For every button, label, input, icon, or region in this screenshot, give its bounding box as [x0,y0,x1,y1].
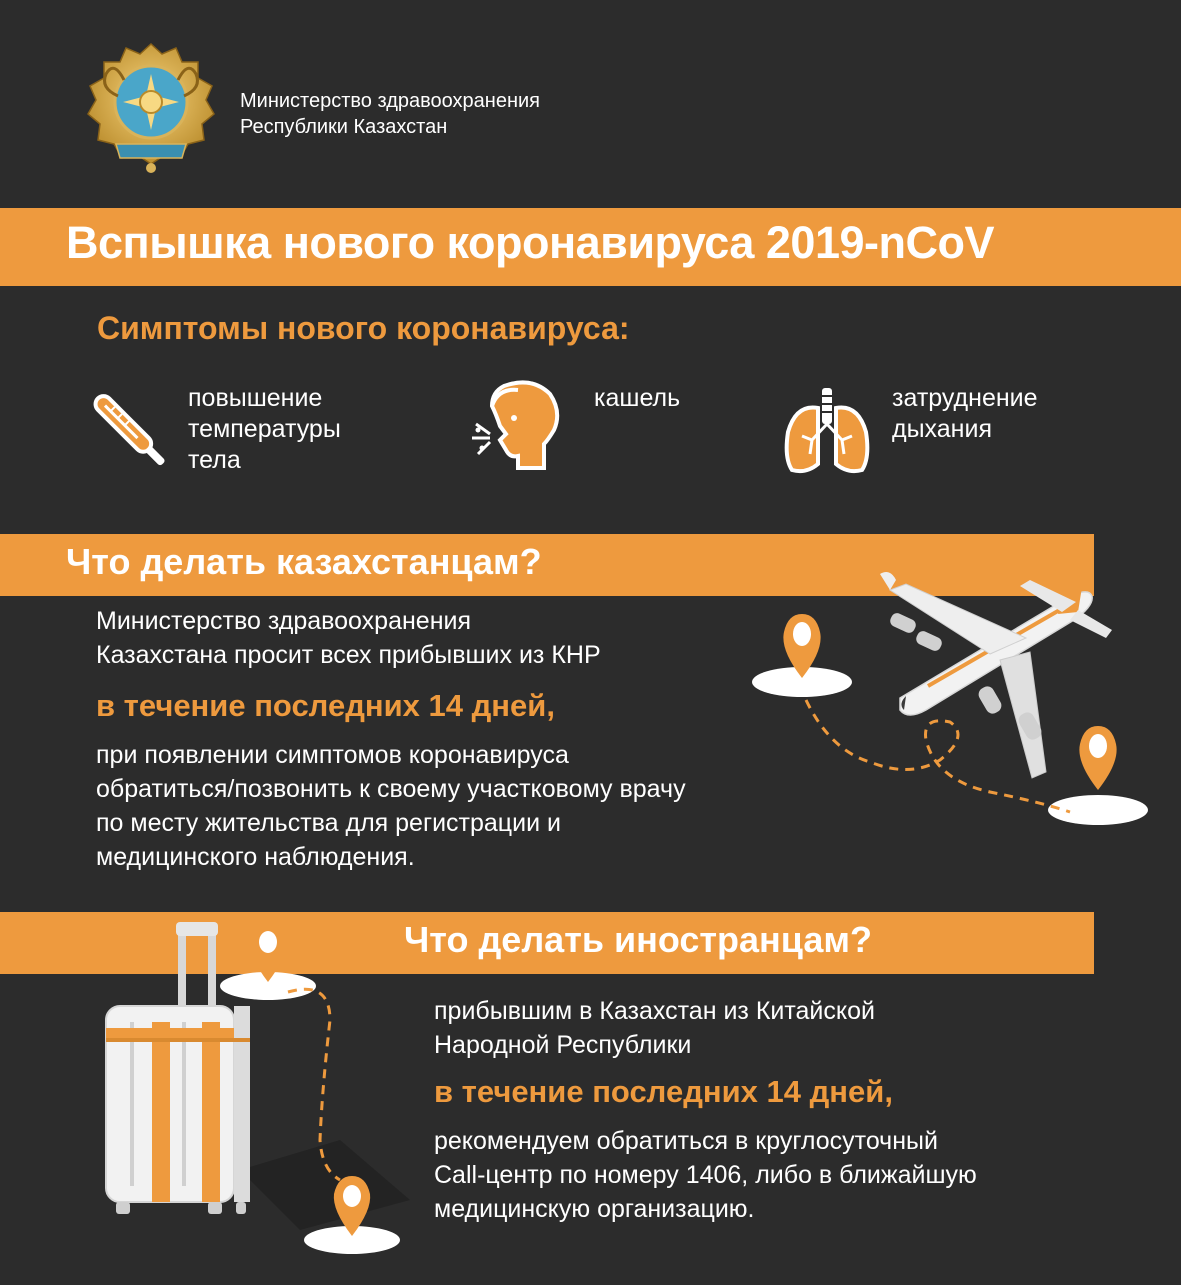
lungs-icon [782,386,872,476]
body-line: медицинского наблюдения. [96,843,415,871]
body-line: обратиться/позвонить к своему участковому врачу [96,775,686,803]
foreigners-highlight: в течение последних 14 дней, [434,1074,893,1109]
body-line: рекомендуем обратиться в круглосуточный [434,1127,938,1155]
kazakhstan-highlight: в течение последних 14 дней, [96,688,555,723]
foreigners-body [434,1124,977,1226]
thermometer-icon [86,390,172,472]
suitcase-illustration [90,910,420,1280]
body-line: при появлении симптомов коронавируса [96,741,569,769]
body-line: по месту жительства для регистрации и [96,809,561,837]
symptom-line: тела [188,446,241,474]
cough-icon [470,378,562,474]
kazakhstan-section-title: Что делать казахстанцам? [66,541,542,582]
airplane-illustration [740,540,1160,840]
intro-line: Казахстана просит всех прибывших из КНР [96,641,601,669]
symptom-cough [594,383,680,414]
ministry-line: Министерство здравоохранения [240,90,540,112]
symptom-line: температуры [188,415,341,443]
ministry-line: Республики Казахстан [240,116,448,138]
state-emblem [84,40,218,176]
symptom-line: повышение [188,384,323,412]
symptom-line: кашель [594,384,681,412]
kazakhstan-intro [96,604,601,672]
body-line: Call-центр по номеру 1406, либо в ближайшую [434,1161,977,1189]
symptom-fever [188,383,341,476]
page-title: Вспышка нового коронавируса 2019-nCoV [66,217,994,268]
intro-line: прибывшим в Казахстан из Китайской [434,997,875,1025]
intro-line: Министерство здравоохранения [96,607,471,635]
symptom-line: дыхания [892,415,992,443]
foreigners-intro [434,994,875,1062]
ministry-name [240,88,540,140]
foreigners-section-title: Что делать иностранцам? [404,919,872,960]
symptom-breathing [892,383,1038,445]
symptoms-heading: Симптомы нового коронавируса: [97,310,630,346]
intro-line: Народной Республики [434,1031,692,1059]
kazakhstan-body [96,738,686,874]
symptom-line: затруднение [892,384,1038,412]
body-line: медицинскую организацию. [434,1195,755,1223]
